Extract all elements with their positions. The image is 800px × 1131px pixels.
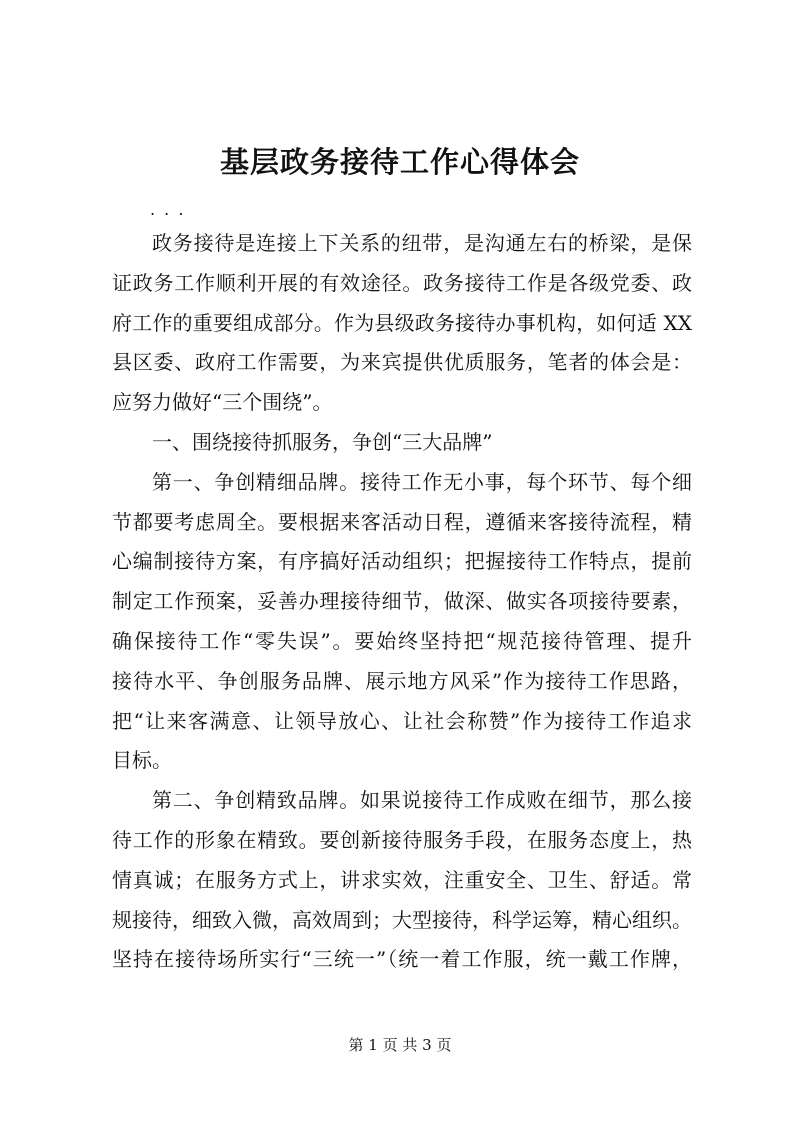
ellipsis-marker: . . . bbox=[150, 200, 186, 219]
paragraph-second-brand bbox=[112, 781, 692, 980]
text-line: 情真诚；在服务方式上，讲求实效，注重安全、卫生、舒适。常 bbox=[112, 867, 692, 892]
document-title: 基层政务接待工作心得体会 bbox=[219, 145, 580, 179]
text-line: 心编制接待方案，有序搞好活动组织；把握接待工作特点，提前 bbox=[112, 549, 692, 574]
section-heading bbox=[112, 423, 692, 463]
text-line: 目标。 bbox=[112, 748, 172, 773]
text-line: 把“让来客满意、让领导放心、让社会称赞”作为接待工作追求 bbox=[112, 708, 692, 733]
text-line: 第一、争创精细品牌。接待工作无小事，每个环节、每个细 bbox=[152, 469, 692, 494]
text-line: 证政务工作顺利开展的有效途径。政务接待工作是各级党委、政 bbox=[112, 270, 692, 295]
paragraph-intro bbox=[112, 224, 692, 423]
text-line: 确保接待工作“零失误”。要始终坚持把“规范接待管理、提升 bbox=[112, 628, 692, 653]
text-line: 接待水平、争创服务品牌、展示地方风采”作为接待工作思路， bbox=[112, 668, 692, 693]
text-line: 节都要考虑周全。要根据来客活动日程，遵循来客接待流程，精 bbox=[112, 509, 692, 534]
text-line: 政务接待是连接上下关系的纽带，是沟通左右的桥梁，是保 bbox=[152, 231, 692, 255]
text-line: 规接待，细致入微，高效周到；大型接待，科学运筹，精心组织。 bbox=[112, 907, 692, 932]
text-line: 府工作的重要组成部分。作为县级政务接待办事机构，如何适 XX bbox=[112, 310, 692, 335]
paragraph-first-brand bbox=[112, 463, 692, 781]
page-footer: 第 1 页 共 3 页 bbox=[348, 1036, 452, 1054]
text-line: 坚持在接待场所实行“三统一”（统一着工作服，统一戴工作牌， bbox=[112, 947, 692, 972]
text-line: 县区委、政府工作需要，为来宾提供优质服务，笔者的体会是： bbox=[112, 350, 692, 375]
text-line: 一、围绕接待抓服务，争创“三大品牌” bbox=[152, 429, 493, 454]
text-line: 待工作的形象在精致。要创新接待服务手段，在服务态度上，热 bbox=[112, 827, 692, 852]
text-line: 制定工作预案，妥善办理接待细节，做深、做实各项接待要素， bbox=[112, 589, 692, 614]
document-body bbox=[112, 224, 692, 980]
text-line: 第二、争创精致品牌。如果说接待工作成败在细节，那么接 bbox=[152, 788, 692, 813]
text-line: 应努力做好“三个围绕”。 bbox=[112, 390, 333, 415]
